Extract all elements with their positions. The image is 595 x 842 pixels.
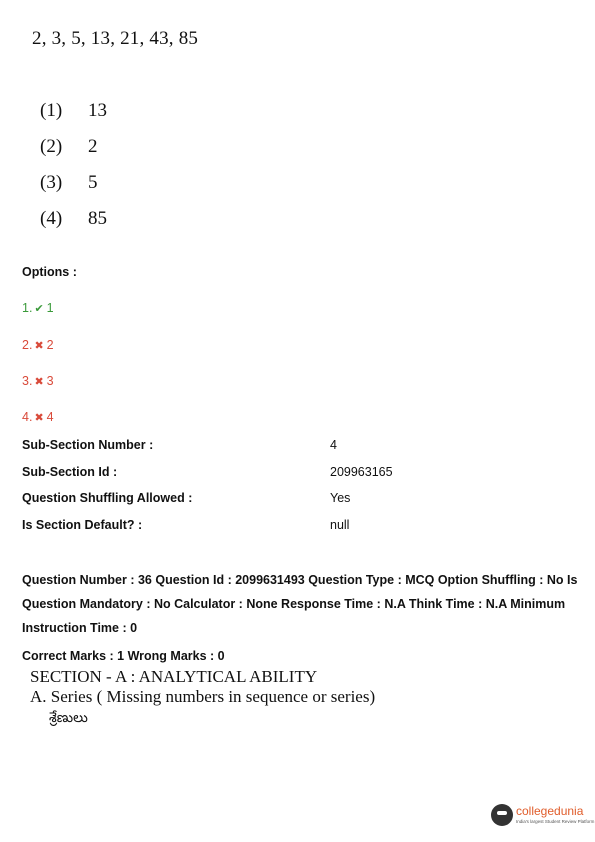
cross-icon: ✖ bbox=[34, 412, 44, 424]
option-index: 3. bbox=[22, 374, 33, 388]
option-label: 3 bbox=[46, 374, 54, 388]
choice-number: (4) bbox=[40, 208, 63, 229]
meta-value-sub-section-number: 4 bbox=[330, 438, 337, 452]
choice-4 bbox=[40, 208, 107, 230]
option-item-4 bbox=[22, 410, 54, 424]
options-title: Options : bbox=[22, 265, 77, 279]
meta-value-section-default: null bbox=[330, 518, 350, 532]
choice-number: (3) bbox=[40, 172, 63, 193]
question-sequence: 2, 3, 5, 13, 21, 43, 85 bbox=[32, 28, 199, 49]
brand-name: collegedunia bbox=[516, 804, 584, 818]
brand-tagline: India's largest Student Review Platform bbox=[516, 819, 595, 824]
option-item-2 bbox=[22, 338, 54, 352]
choice-number: (1) bbox=[40, 100, 63, 121]
option-index: 1. bbox=[22, 301, 33, 315]
option-label: 1 bbox=[46, 301, 54, 315]
meta-key-sub-section-number: Sub-Section Number : bbox=[22, 438, 154, 452]
cross-icon: ✖ bbox=[34, 340, 44, 352]
choice-2 bbox=[40, 136, 98, 158]
check-icon: ✔ bbox=[34, 303, 44, 315]
meta-key-sub-section-id: Sub-Section Id : bbox=[22, 465, 118, 479]
option-label: 2 bbox=[46, 338, 54, 352]
meta-value-sub-section-id: 209963165 bbox=[330, 465, 393, 479]
section-subtitle: A. Series ( Missing numbers in sequence or series) bbox=[30, 687, 376, 706]
option-index: 2. bbox=[22, 338, 33, 352]
meta-key-question-shuffling: Question Shuffling Allowed : bbox=[22, 491, 193, 505]
option-index: 4. bbox=[22, 410, 33, 424]
brand-logo-icon bbox=[491, 804, 513, 826]
choice-3 bbox=[40, 172, 98, 194]
choice-text: 13 bbox=[88, 100, 107, 121]
choice-text: 85 bbox=[88, 208, 107, 229]
choice-1 bbox=[40, 100, 107, 122]
section-title: SECTION - A : ANALYTICAL ABILITY bbox=[30, 667, 318, 686]
choice-text: 2 bbox=[88, 136, 98, 157]
marks-info: Correct Marks : 1 Wrong Marks : 0 bbox=[22, 649, 225, 663]
question-info: Question Number : 36 Question Id : 2099631493 Question Type : MCQ Option Shuffling : No Is Question Mandatory : No Calculator : None Response Time : N.A Think Time : N.A Minimum Instruction Time : 0 bbox=[22, 573, 578, 635]
choice-number: (2) bbox=[40, 136, 63, 157]
option-item-3 bbox=[22, 374, 54, 388]
meta-value-question-shuffling: Yes bbox=[330, 491, 351, 505]
section-telugu-label: శ్రేణులు bbox=[49, 710, 88, 726]
cross-icon: ✖ bbox=[34, 376, 44, 388]
meta-key-section-default: Is Section Default? : bbox=[22, 518, 143, 532]
option-label: 4 bbox=[46, 410, 54, 424]
choice-text: 5 bbox=[88, 172, 98, 193]
option-item-1 bbox=[22, 301, 54, 315]
